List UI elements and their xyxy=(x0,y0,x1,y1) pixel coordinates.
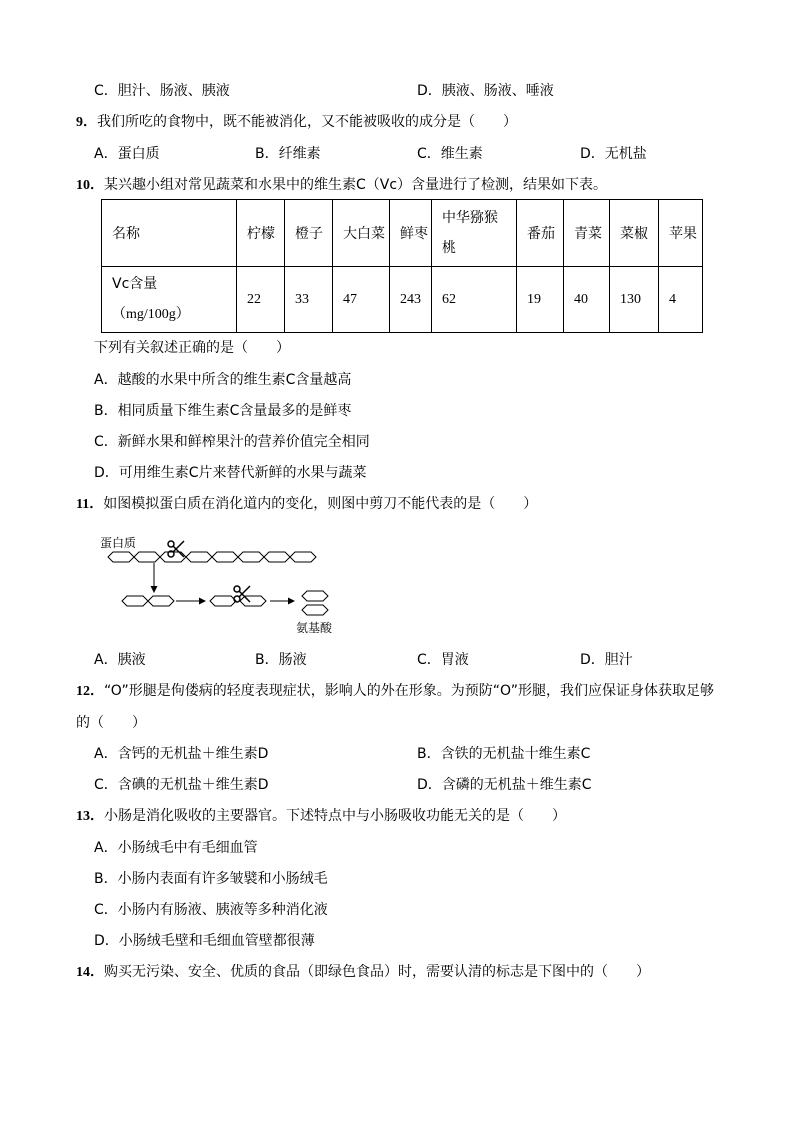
table-cell-value: 19 xyxy=(517,267,564,333)
table-cell-value: 40 xyxy=(564,267,610,333)
table-cell-value: 130 xyxy=(610,267,659,333)
kiwi-line-1: 中华猕猴 xyxy=(442,210,498,226)
q9-option-b: B．纤维素 xyxy=(255,146,321,162)
q10-sub-stem: 下列有关叙述正确的是（ ） xyxy=(94,340,290,356)
q11-option-b: B．肠液 xyxy=(255,652,307,668)
question-number: 14． xyxy=(76,965,104,980)
table-cell-value: 22 xyxy=(237,267,285,333)
diagram-label-amino-acid: 氨基酸 xyxy=(296,621,333,635)
q8-option-d: D．胰液、肠液、唾液 xyxy=(417,83,554,99)
q10-option-c: C．新鲜水果和鲜榨果汁的营养价值完全相同 xyxy=(94,434,370,450)
protein-chain xyxy=(108,552,316,562)
question-14 xyxy=(76,963,650,982)
table-row-names xyxy=(102,200,703,267)
table-row-values xyxy=(102,267,703,333)
table-cell-value: 62 xyxy=(432,267,517,333)
q13-option-a: A．小肠绒毛中有毛细血管 xyxy=(94,840,258,856)
polypeptide-chain xyxy=(122,596,174,606)
q10-option-b: B．相同质量下维生素C含量最多的是鲜枣 xyxy=(94,403,352,419)
question-stem: 某兴趣小组对常见蔬菜和水果中的维生素C（Vc）含量进行了检测，结果如下表。 xyxy=(104,177,608,193)
table-cell-value: 33 xyxy=(285,267,333,333)
table-cell-name: 大白菜 xyxy=(333,200,390,267)
amino-acids xyxy=(302,591,328,615)
question-11 xyxy=(76,495,537,514)
dipeptide-chain xyxy=(210,596,266,606)
question-number: 12． xyxy=(76,684,104,699)
diagram-label-protein: 蛋白质 xyxy=(100,536,137,550)
q12-option-b: B．含铁的无机盐十维生素C xyxy=(417,746,591,762)
table-cell-value: 4 xyxy=(659,267,703,333)
protein-digestion-diagram xyxy=(100,535,340,635)
question-stem: 购买无污染、安全、优质的食品（即绿色食品）时，需要认清的标志是下图中的（ ） xyxy=(104,964,650,980)
table-cell-value: 47 xyxy=(333,267,390,333)
q12-option-d: D．含磷的无机盐＋维生素C xyxy=(417,777,592,793)
q9-option-a: A．蛋白质 xyxy=(94,146,160,162)
question-9 xyxy=(76,113,517,132)
question-12 xyxy=(76,682,714,701)
table-cell-name: 番茄 xyxy=(517,200,564,267)
kiwi-line-2: 桃 xyxy=(442,240,456,256)
q10-option-a: A．越酸的水果中所含的维生素C含量越高 xyxy=(94,372,352,388)
question-number: 10． xyxy=(76,178,104,193)
question-number: 9． xyxy=(76,115,97,130)
table-header-name: 名称 xyxy=(102,200,237,267)
vc-header-line-2: （mg/100g） xyxy=(112,307,190,322)
question-stem-line-1: “O”形腿是佝偻病的轻度表现症状，影响人的外在形象。为预防“O”形腿，我们应保证身体获取足够 xyxy=(104,683,715,699)
question-stem: 小肠是消化吸收的主要器官。下述特点中与小肠吸收功能无关的是（ ） xyxy=(104,808,566,824)
question-number: 13． xyxy=(76,809,104,824)
q8-option-c: C．胆汁、肠液、胰液 xyxy=(94,83,230,99)
q11-option-c: C．胃液 xyxy=(417,652,469,668)
table-header-vc xyxy=(102,267,237,333)
q9-option-d: D．无机盐 xyxy=(580,146,647,162)
table-cell-name: 柠檬 xyxy=(237,200,285,267)
q13-option-c: C．小肠内有肠液、胰液等多种消化液 xyxy=(94,902,328,918)
question-stem: 如图模拟蛋白质在消化道内的变化，则图中剪刀不能代表的是（ ） xyxy=(103,496,538,512)
q12-option-a: A．含钙的无机盐＋维生素D xyxy=(94,746,269,762)
q10-option-d: D．可用维生素C片来替代新鲜的水果与蔬菜 xyxy=(94,465,367,481)
table-cell-name-kiwi xyxy=(432,200,517,267)
table-cell-name: 青菜 xyxy=(564,200,610,267)
question-13 xyxy=(76,807,566,826)
vc-content-table xyxy=(101,199,703,333)
table-cell-name: 菜椒 xyxy=(610,200,659,267)
q13-option-b: B．小肠内表面有许多皱襞和小肠绒毛 xyxy=(94,871,328,887)
question-stem: 我们所吃的食物中，既不能被消化，又不能被吸收的成分是（ ） xyxy=(97,114,517,130)
table-cell-name: 橙子 xyxy=(285,200,333,267)
question-stem-line-2: 的（ ） xyxy=(76,715,146,731)
q13-option-d: D．小肠绒毛壁和毛细血管壁都很薄 xyxy=(94,933,315,949)
question-10 xyxy=(76,176,607,195)
table-cell-name: 鲜枣 xyxy=(390,200,432,267)
question-number: 11． xyxy=(76,497,104,512)
vc-header-line-1: Vc含量 xyxy=(112,276,158,292)
table-cell-value: 243 xyxy=(390,267,432,333)
table-cell-name: 苹果 xyxy=(659,200,703,267)
q11-option-a: A．胰液 xyxy=(94,652,146,668)
q9-option-c: C．维生素 xyxy=(417,146,483,162)
q12-option-c: C．含碘的无机盐＋维生素D xyxy=(94,777,269,793)
q11-option-d: D．胆汁 xyxy=(580,652,633,668)
